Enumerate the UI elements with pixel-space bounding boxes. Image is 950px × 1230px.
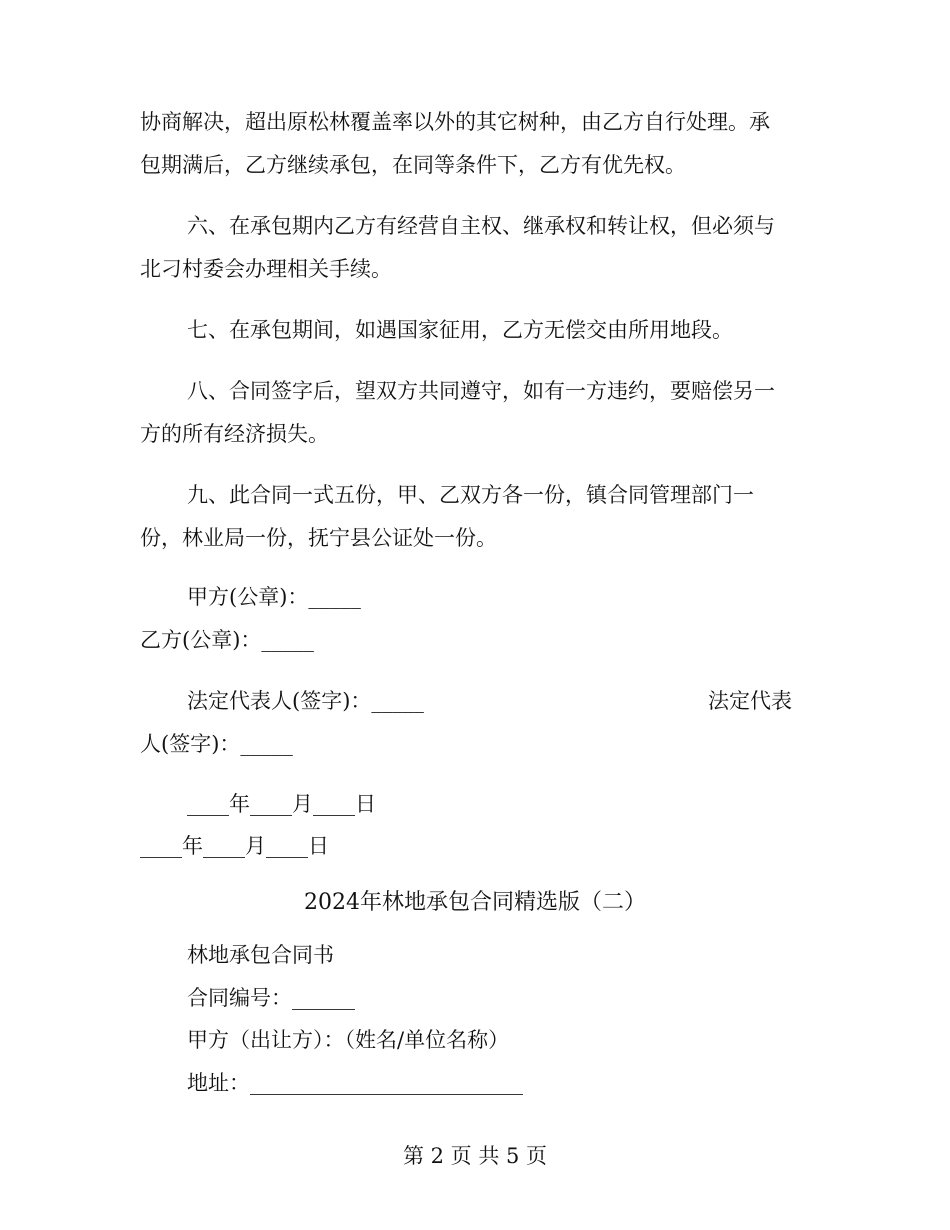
paragraph-line: 六、在承包期内乙方有经营自主权、继承权和转让权，但必须与	[187, 214, 775, 238]
paragraph-line: 协商解决，超出原松林覆盖率以外的其它树种，由乙方自行处理。承	[140, 110, 770, 134]
paragraph-line: 九、此合同一式五份，甲、乙双方各一份，镇合同管理部门一	[187, 483, 754, 507]
contract-number: 合同编号：______	[187, 986, 355, 1010]
page-indicator: 第 2 页 共 5 页	[402, 1144, 548, 1168]
paragraph-line: 七、在承包期间，如遇国家征用，乙方无偿交由所用地段。	[187, 318, 733, 342]
paragraph-line: 份，林业局一份，抚宁县公证处一份。	[140, 526, 497, 550]
party-a-line: 甲方（出让方）：（姓名/单位名称）	[187, 1028, 510, 1052]
date-b-line: ____年____月____日	[140, 834, 329, 858]
section-title: 2024年林地承包合同精选版（二）	[304, 890, 646, 915]
paragraph-line: 包期满后，乙方继续承包，在同等条件下，乙方有优先权。	[140, 153, 686, 177]
contract-heading: 林地承包合同书	[187, 943, 334, 967]
address-line: 地址：__________________________	[187, 1071, 523, 1095]
paragraph-line: 方的所有经济损失。	[140, 422, 329, 446]
rep-b-signature-line: 法定代表	[708, 689, 792, 713]
party-a-seal-line: 甲方(公章)：_____	[187, 585, 361, 609]
paragraph-line: 八、合同签字后，望双方共同遵守，如有一方违约，要赔偿另一	[187, 379, 775, 403]
party-b-seal-line: 乙方(公章)：_____	[140, 628, 314, 652]
date-a-line: ____年____月____日	[187, 792, 376, 816]
rep-b-signature-line: 人(签字)：_____	[140, 732, 293, 756]
paragraph-line: 北刁村委会办理相关手续。	[140, 257, 392, 281]
rep-a-signature-line: 法定代表人(签字)：_____	[187, 689, 424, 713]
